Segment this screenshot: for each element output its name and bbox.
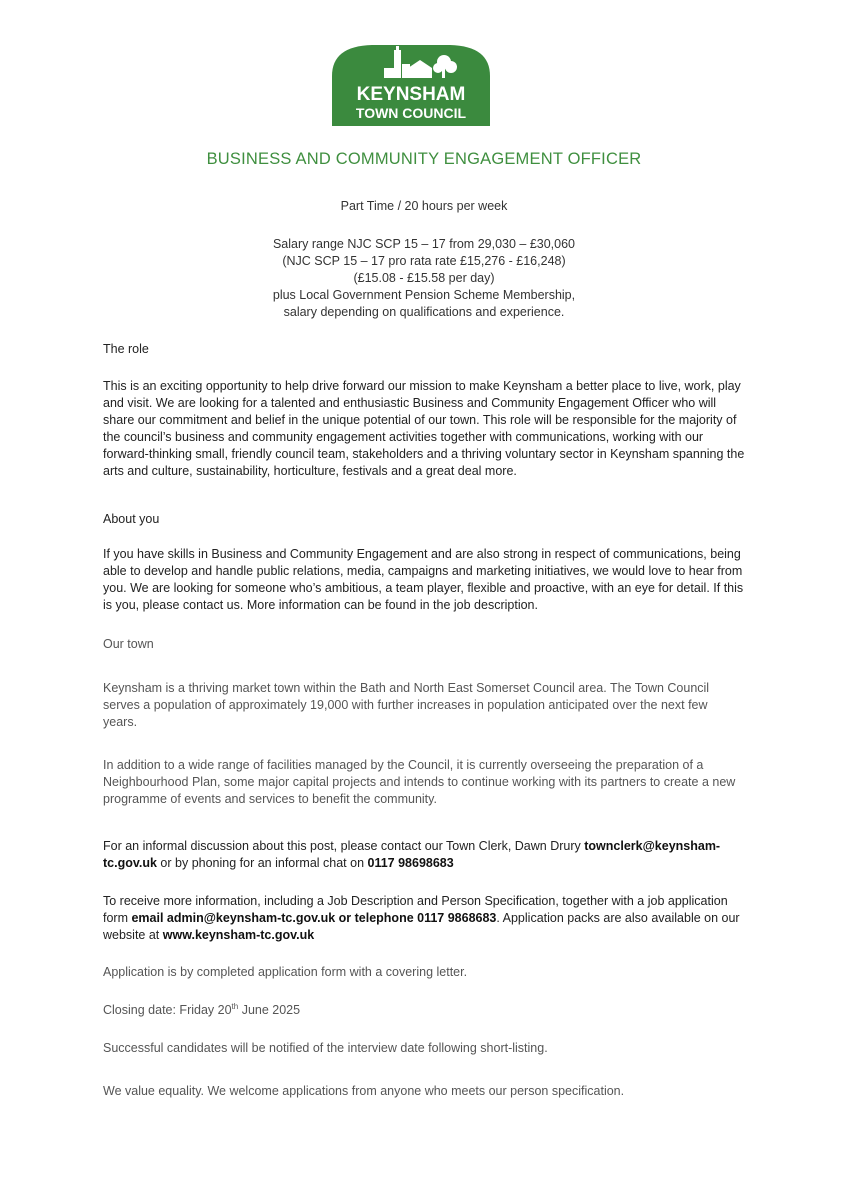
admin-email-phone[interactable]: email admin@keynsham-tc.gov.uk or telephone 0117 9868683 (131, 911, 497, 925)
town-heading: Our town (103, 637, 154, 651)
clerk-email-link[interactable]: townclerk@keynsham-tc.gov.uk (103, 839, 721, 870)
closing-date: Closing date: Friday 20th June 2025 (103, 1001, 301, 1017)
contact-paragraph (103, 838, 745, 872)
hours-line: Part Time / 20 hours per week (340, 199, 508, 213)
role-heading: The role (103, 342, 149, 356)
application-note: Application is by completed application form with a covering letter. (103, 965, 468, 979)
role-paragraph: This is an exciting opportunity to help drive forward our mission to make Keynsham a better place to live, work, play and visit. We are looking for a talented and enthusiastic Business and Community Engagement Officer who will share our commitment and belief in the unique potential of our town. This role will be responsible for the majority of the council’s business and community engagement activities together with communications, working with our forward-thinking small, friendly council team, stakeholders and a thriving voluntary sector in Keynsham spanning the arts and culture, sustainability, horticulture, festivals and a great deal more. (103, 379, 745, 478)
equality-statement: We value equality. We welcome applications from anyone who meets our person specification. (103, 1084, 625, 1098)
keynsham-town-council-logo (332, 42, 490, 126)
info-text-2: . Application packs are also available on our website at (103, 911, 740, 942)
page-title: BUSINESS AND COMMUNITY ENGAGEMENT OFFICER (206, 150, 642, 168)
town-paragraph-2: In addition to a wide range of facilities managed by the Council, it is currently overseeing the preparation of a Neighbourhood Plan, some major capital projects and intends to continue working with its partners to create a new programme of events and services to benefit the community. (103, 758, 736, 806)
salary-line-4: plus Local Government Pension Scheme Membership, (272, 288, 576, 302)
salary-line-1: Salary range NJC SCP 15 – 17 from 29,030 – £30,060 (272, 237, 576, 251)
notification-note: Successful candidates will be notified of the interview date following short-listing. (103, 1041, 548, 1055)
contact-text: For an informal discussion about this post, please contact our Town Clerk, Dawn Drury (103, 839, 585, 853)
salary-line-2: (NJC SCP 15 – 17 pro rata rate £15,276 - £16,248) (282, 254, 566, 268)
info-paragraph (103, 893, 745, 944)
town-paragraph-1: Keynsham is a thriving market town within the Bath and North East Somerset Council area. The Town Council serves a population of approximately 19,000 with further increases in population anticipated over the next few years. (103, 681, 710, 729)
contact-text-2: or by phoning for an informal chat on (156, 856, 368, 870)
svg-text:KEYNSHAM: KEYNSHAM (356, 84, 466, 105)
about-heading: About you (103, 512, 160, 526)
website-link[interactable]: www.keynsham-tc.gov.uk (162, 928, 315, 942)
info-text: To receive more information, including a Job Description and Person Specification, together with a job application form (103, 894, 728, 925)
svg-text:TOWN COUNCIL: TOWN COUNCIL (355, 105, 467, 121)
salary-line-5: salary depending on qualifications and experience. (283, 305, 565, 319)
salary-line-3: (£15.08 - £15.58 per day) (353, 271, 495, 285)
clerk-phone: 0117 98698683 (367, 856, 454, 870)
about-paragraph: If you have skills in Business and Community Engagement and are also strong in respect of communications, being able to develop and handle public relations, media, campaigns and marketing initiatives, we would love to hear from you. We are looking for someone who’s ambitious, a team player, flexible and proactive, with an eye for detail. If this is you, please contact us. More information can be found in the job description. (103, 547, 744, 612)
